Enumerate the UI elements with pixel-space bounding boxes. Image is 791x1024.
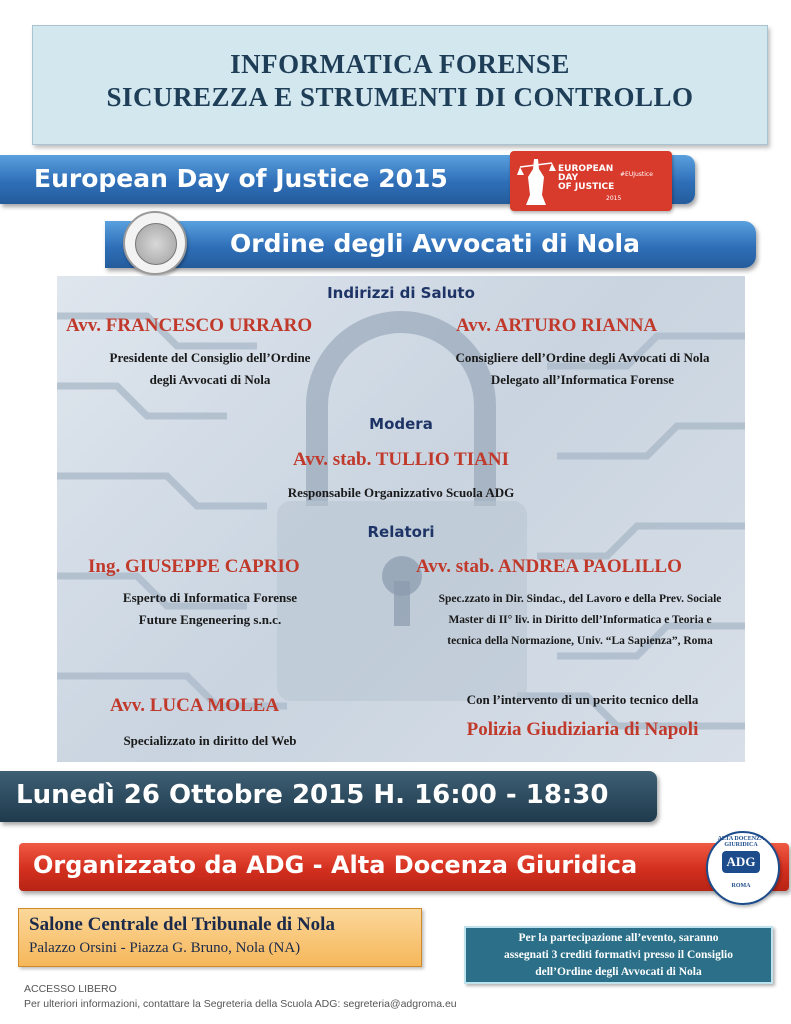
edj-year: 2015 bbox=[606, 195, 622, 202]
venue-box bbox=[18, 908, 422, 967]
title-box bbox=[32, 25, 768, 145]
credits-box: Per la partecipazione all’evento, saranno assegnati 3 crediti formativi presso il Consiglio dell’Ordine degli Avvocati di Nola bbox=[464, 926, 773, 984]
adg-logo-core: ADG bbox=[722, 851, 760, 873]
venue-address: Palazzo Orsini - Piazza G. Bruno, Nola (NA) bbox=[29, 940, 301, 956]
ordine-avvocati-seal bbox=[123, 211, 187, 275]
polizia-intro: Con l’intervento di un perito tecnico della bbox=[466, 692, 699, 707]
european-day-label: European Day of Justice 2015 bbox=[34, 164, 448, 193]
edj-hashtag: #EUJustice bbox=[620, 171, 653, 178]
saluto-left-name: Avv. FRANCESCO URRARO bbox=[66, 315, 313, 336]
relatore-paolillo-desc: Spec.zzato in Dir. Sindac., del Lavoro e della Prev. Sociale Master di II° liv. in Diritto dell’Informatica e Teoria e tecnica della Normazione, Univ. “La Sapienza”, Roma bbox=[438, 593, 722, 647]
lady-justice-icon bbox=[516, 155, 556, 207]
saluto-right-name: Avv. ARTURO RIANNA bbox=[456, 315, 658, 336]
venue-name: Salone Centrale del Tribunale di Nola bbox=[29, 914, 335, 935]
saluto-left-desc: Presidente del Consiglio dell’Ordine degli Avvocati di Nola bbox=[109, 350, 311, 387]
adg-seal-logo: ALTA DOCENZA GIURIDICA ADG ROMA bbox=[706, 831, 780, 905]
organizer-label: Organizzato da ADG - Alta Docenza Giuridica bbox=[33, 851, 638, 879]
modera-heading: Modera bbox=[369, 415, 433, 433]
title-line-1: INFORMATICA FORENSE bbox=[230, 49, 570, 79]
saluto-heading: Indirizzi di Saluto bbox=[327, 284, 475, 302]
ordine-label: Ordine degli Avvocati di Nola bbox=[230, 229, 640, 258]
organizer-banner bbox=[19, 843, 789, 891]
date-banner bbox=[0, 771, 657, 822]
relatori-heading: Relatori bbox=[367, 523, 435, 541]
polizia-name: Polizia Giudiziaria di Napoli bbox=[466, 719, 699, 740]
relatore-caprio-name: Ing. GIUSEPPE CAPRIO bbox=[88, 556, 300, 577]
edj-logo-text: EUROPEAN DAY OF JUSTICE bbox=[558, 164, 615, 192]
relatore-caprio-desc: Esperto di Informatica Forense Future Engeneering s.n.c. bbox=[122, 590, 298, 627]
ordine-banner bbox=[105, 221, 756, 268]
relatore-molea-name: Avv. LUCA MOLEA bbox=[110, 695, 280, 716]
modera-name: Avv. stab. TULLIO TIANI bbox=[293, 449, 509, 470]
european-day-of-justice-logo bbox=[510, 151, 672, 211]
saluto-right-desc: Consigliere dell’Ordine degli Avvocati di Nola Delegato all’Informatica Forense bbox=[455, 350, 710, 387]
modera-desc: Responsabile Organizzativo Scuola ADG bbox=[287, 485, 515, 500]
footer-access: ACCESSO LIBERO bbox=[24, 983, 117, 995]
seal-emblem-icon bbox=[135, 223, 177, 265]
event-date: Lunedì 26 Ottobre 2015 H. 16:00 - 18:30 bbox=[16, 780, 609, 810]
footer-info: Per ulteriori informazioni, contattare la Segreteria della Scuola ADG: segreteria@adgroma.eu bbox=[24, 998, 457, 1010]
relatore-paolillo-name: Avv. stab. ANDREA PAOLILLO bbox=[416, 556, 682, 577]
relatore-molea-desc: Specializzato in diritto del Web bbox=[123, 733, 297, 748]
title-line-2: SICUREZZA E STRUMENTI DI CONTROLLO bbox=[106, 82, 694, 112]
